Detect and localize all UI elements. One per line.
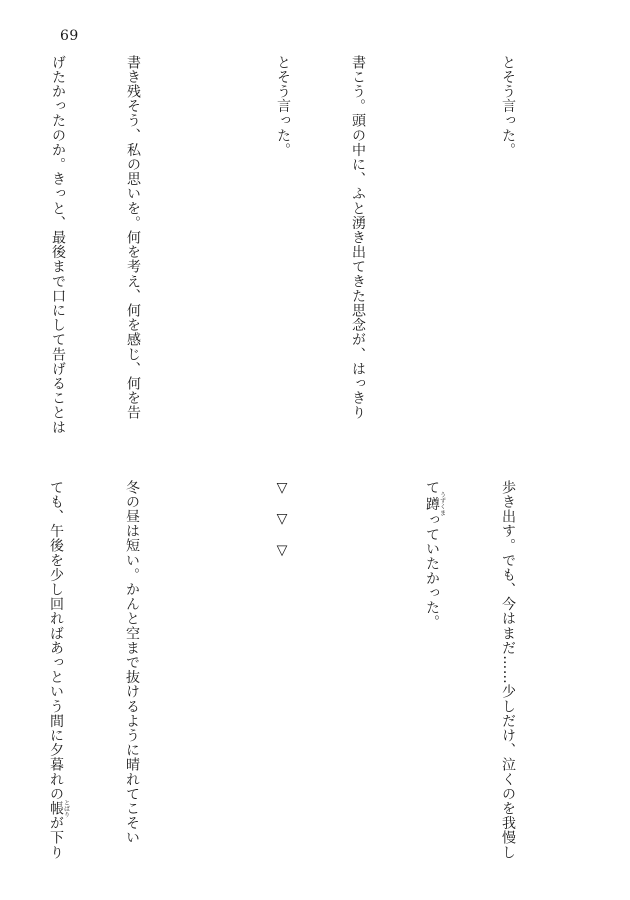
ruby-reading: とばり	[62, 799, 70, 818]
column-gap	[420, 55, 445, 435]
text-block-bottom	[0, 480, 570, 860]
ruby-base: 帳	[48, 799, 64, 818]
column-gap	[194, 480, 219, 860]
text-column: げたかったのか。きっと、最後まで口にして告げることは	[50, 55, 66, 435]
text-fragment: ても、午後を少し回ればあっという間に夕暮れの	[48, 480, 64, 802]
text-fragment: っていたかった。	[424, 512, 440, 630]
text-column: とそう言った。	[500, 55, 516, 158]
text-block-top	[0, 55, 570, 435]
text-column	[43, 480, 69, 860]
ruby-word	[48, 799, 70, 818]
text-column	[419, 480, 445, 860]
ruby-base: 蹲	[424, 491, 440, 516]
text-fragment: が下り	[48, 815, 64, 860]
page-number: 69	[60, 28, 79, 44]
section-divider: ▽ ▽ ▽	[274, 480, 290, 559]
column-gap	[344, 480, 369, 860]
text-column: 歩き出す。でも、今はまだ……少しだけ、泣くのを我慢し	[500, 480, 516, 860]
ruby-reading: うずくま	[438, 491, 446, 516]
column-gap	[195, 55, 220, 435]
text-fragment: て	[424, 480, 440, 495]
text-column: 書こう。頭の中に、ふと湧き出てきた思念が、はっきり	[350, 55, 366, 420]
text-column: 冬の昼は短い。かんと空まで抜けるように晴れてこそい	[124, 480, 140, 845]
text-column: 書き残そう、私の思いを。何を考え、何を感じ、何を告	[125, 55, 141, 420]
ruby-word	[424, 491, 446, 516]
text-column: とそう言った。	[275, 55, 291, 158]
